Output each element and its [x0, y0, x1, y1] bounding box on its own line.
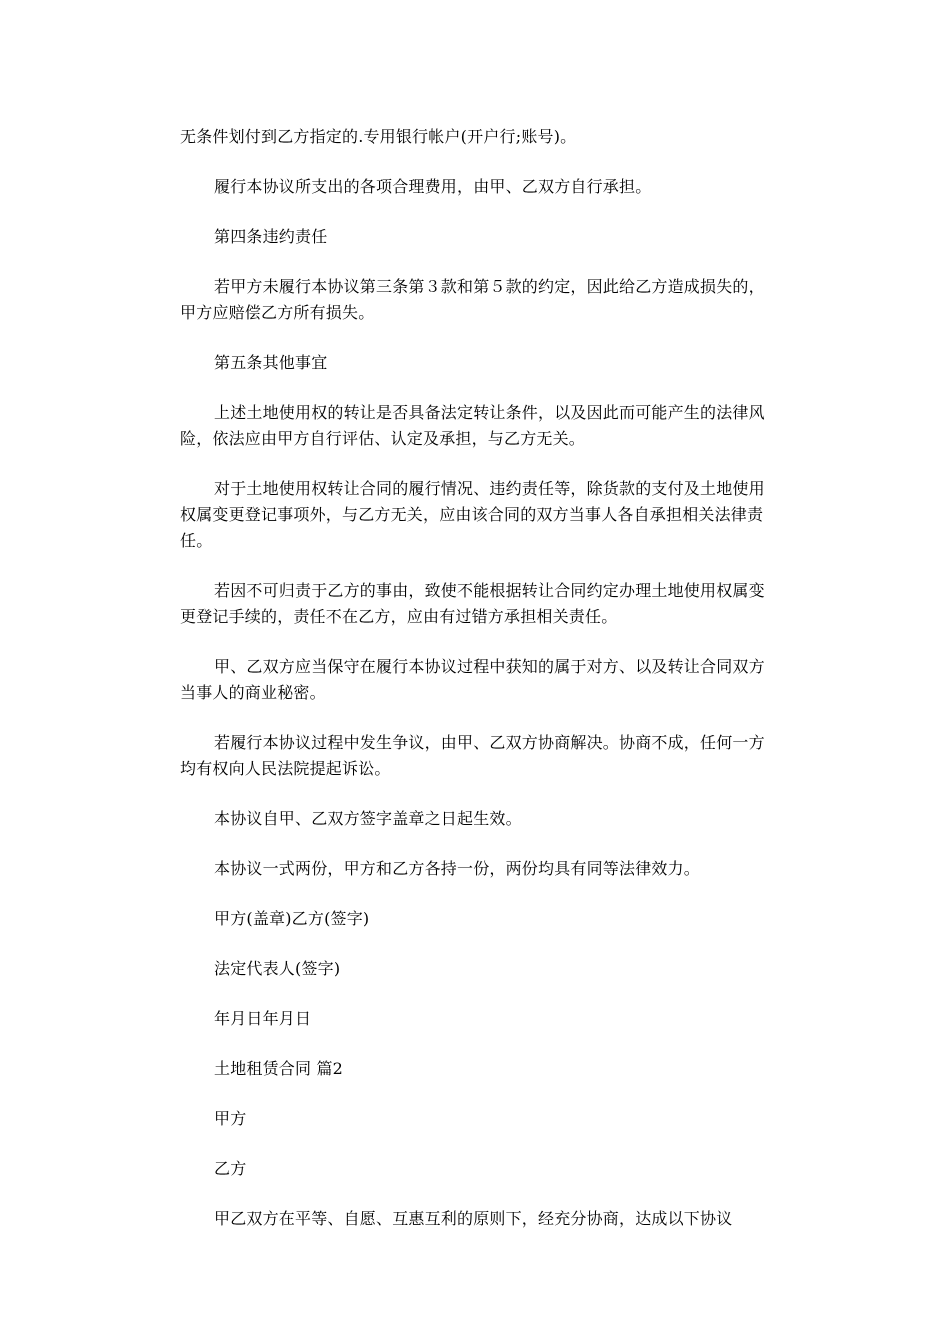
party-a-label: 甲方 [214, 1109, 247, 1128]
section-heading-article-4: 第四条违约责任 [214, 227, 328, 246]
signature-line-parties: 甲方(盖章)乙方(签字) [214, 909, 370, 928]
paragraph-copies: 本协议一式两份，甲方和乙方各持一份，两份均具有同等法律效力。 [214, 859, 701, 878]
paragraph-agreement-intro: 甲乙双方在平等、自愿、互惠互利的原则下，经充分协商，达成以下协议 [214, 1209, 733, 1228]
party-b-label: 乙方 [214, 1159, 247, 1178]
signature-line-dates: 年月日年月日 [214, 1009, 312, 1028]
paragraph-breach-liability: 若甲方未履行本协议第三条第３款和第５款的约定，因此给乙方造成损失的，甲方应赔偿乙方所有损失。 [180, 277, 765, 322]
paragraph-transfer-risk: 上述土地使用权的转让是否具备法定转让条件，以及因此而可能产生的法律风险，依法应由甲方自行评估、认定及承担，与乙方无关。 [180, 403, 765, 448]
section-title-contract-2: 土地租赁合同 篇2 [214, 1059, 344, 1078]
section-heading-article-5: 第五条其他事宜 [214, 353, 328, 372]
paragraph-dispute-resolution: 若履行本协议过程中发生争议，由甲、乙双方协商解决。协商不成，任何一方均有权向人民法院提起诉讼。 [180, 733, 765, 778]
paragraph-continuation: 无条件划付到乙方指定的.专用银行帐户(开户行;账号)。 [180, 127, 577, 146]
paragraph-confidentiality: 甲、乙双方应当保守在履行本协议过程中获知的属于对方、以及转让合同双方当事人的商业秘密。 [180, 657, 765, 702]
document-body [180, 124, 780, 1256]
signature-line-legal-rep: 法定代表人(签字) [214, 959, 341, 978]
paragraph-effective-date: 本协议自甲、乙双方签字盖章之日起生效。 [214, 809, 522, 828]
paragraph-contract-performance: 对于土地使用权转让合同的履行情况、违约责任等，除货款的支付及土地使用权属变更登记事项外，与乙方无关，应由该合同的双方当事人各自承担相关法律责任。 [180, 479, 765, 550]
paragraph-registration-responsibility: 若因不可归责于乙方的事由，致使不能根据转让合同约定办理土地使用权属变更登记手续的，责任不在乙方，应由有过错方承担相关责任。 [180, 581, 765, 626]
paragraph-expenses: 履行本协议所支出的各项合理费用，由甲、乙双方自行承担。 [214, 177, 652, 196]
